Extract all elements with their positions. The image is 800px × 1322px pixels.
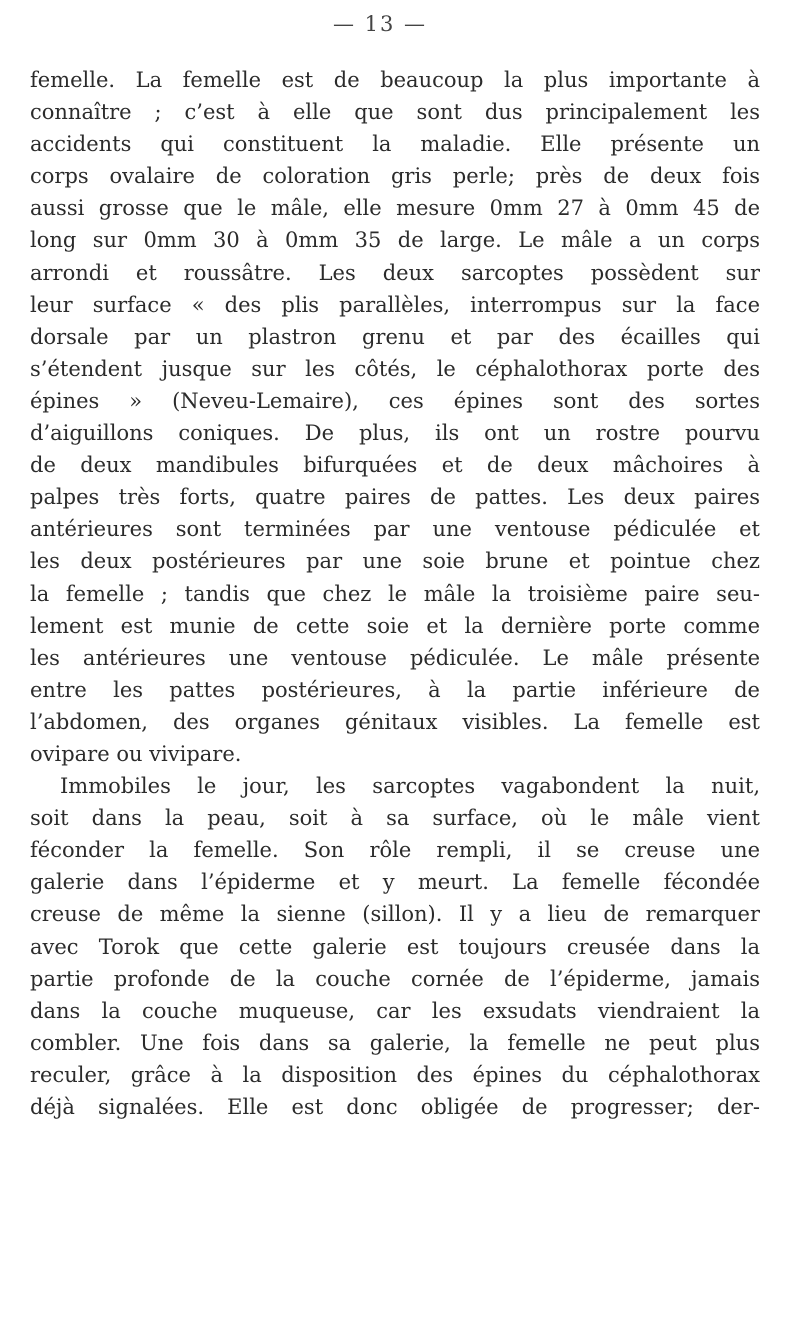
text-line: aussi grosse que le mâle, elle mesure 0mm 27 à 0mm 45 de xyxy=(30,196,760,221)
text-line: avec Torok que cette galerie est toujours creusée dans la xyxy=(30,934,760,959)
paragraph-last-line: ovipare ou vivipare. xyxy=(30,741,242,766)
text-line: épines » (Neveu-Lemaire), ces épines sont des sortes xyxy=(30,388,760,413)
text-line: s’étendent jusque sur les côtés, le céphalothorax porte des xyxy=(30,356,760,381)
text-line: reculer, grâce à la disposition des épines du céphalothorax xyxy=(30,1062,760,1087)
text-line: femelle. La femelle est de beaucoup la plus importante à xyxy=(30,68,760,92)
text-line: palpes très forts, quatre paires de pattes. Les deux paires xyxy=(30,485,760,510)
text-line: dans la couche muqueuse, car les exsudats viendraient la xyxy=(30,998,760,1023)
text-line: dorsale par un plastron grenu et par des écailles qui xyxy=(30,324,760,349)
text-line: entre les pattes postérieures, à la partie inférieure de xyxy=(30,677,760,702)
text-line: les deux postérieures par une soie brune et pointue chez xyxy=(30,549,760,574)
text-line: leur surface « des plis parallèles, interrompus sur la face xyxy=(30,292,760,317)
text-line: partie profonde de la couche cornée de l’épiderme, jamais xyxy=(30,966,760,991)
text-line: long sur 0mm 30 à 0mm 35 de large. Le mâle a un corps xyxy=(30,228,760,253)
page-number: — 13 — xyxy=(332,12,428,36)
text-line: féconder la femelle. Son rôle rempli, il se creuse une xyxy=(30,838,760,863)
text-line: antérieures sont terminées par une ventouse pédiculée et xyxy=(30,517,760,542)
text-line: lement est munie de cette soie et la dernière porte comme xyxy=(30,613,760,638)
text-line: arrondi et roussâtre. Les deux sarcoptes possèdent sur xyxy=(30,260,760,285)
text-line: déjà signalées. Elle est donc obligée de progresser; der- xyxy=(30,1095,760,1119)
text-line: soit dans la peau, soit à sa surface, où le mâle vient xyxy=(30,806,760,831)
text-line: combler. Une fois dans sa galerie, la femelle ne peut plus xyxy=(30,1030,760,1055)
text-line: creuse de même la sienne (sillon). Il y a lieu de remarquer xyxy=(30,902,760,927)
text-line: d’aiguillons coniques. De plus, ils ont un rostre pourvu xyxy=(30,421,760,446)
body-text xyxy=(30,64,760,1123)
paragraph-first-line: Immobiles le jour, les sarcoptes vagabondent la nuit, xyxy=(60,774,760,799)
text-line: accidents qui constituent la maladie. Elle présente un xyxy=(30,132,760,157)
text-line: galerie dans l’épiderme et y meurt. La femelle fécondée xyxy=(30,870,760,895)
text-line: de deux mandibules bifurquées et de deux mâchoires à xyxy=(30,453,760,478)
text-line: les antérieures une ventouse pédiculée. Le mâle présente xyxy=(30,645,760,670)
text-line: l’abdomen, des organes génitaux visibles. La femelle est xyxy=(30,709,760,734)
text-line: la femelle ; tandis que chez le mâle la troisième paire seu- xyxy=(30,581,760,606)
text-line: corps ovalaire de coloration gris perle; près de deux fois xyxy=(30,164,760,189)
text-line: connaître ; c’est à elle que sont dus principalement les xyxy=(30,100,760,125)
